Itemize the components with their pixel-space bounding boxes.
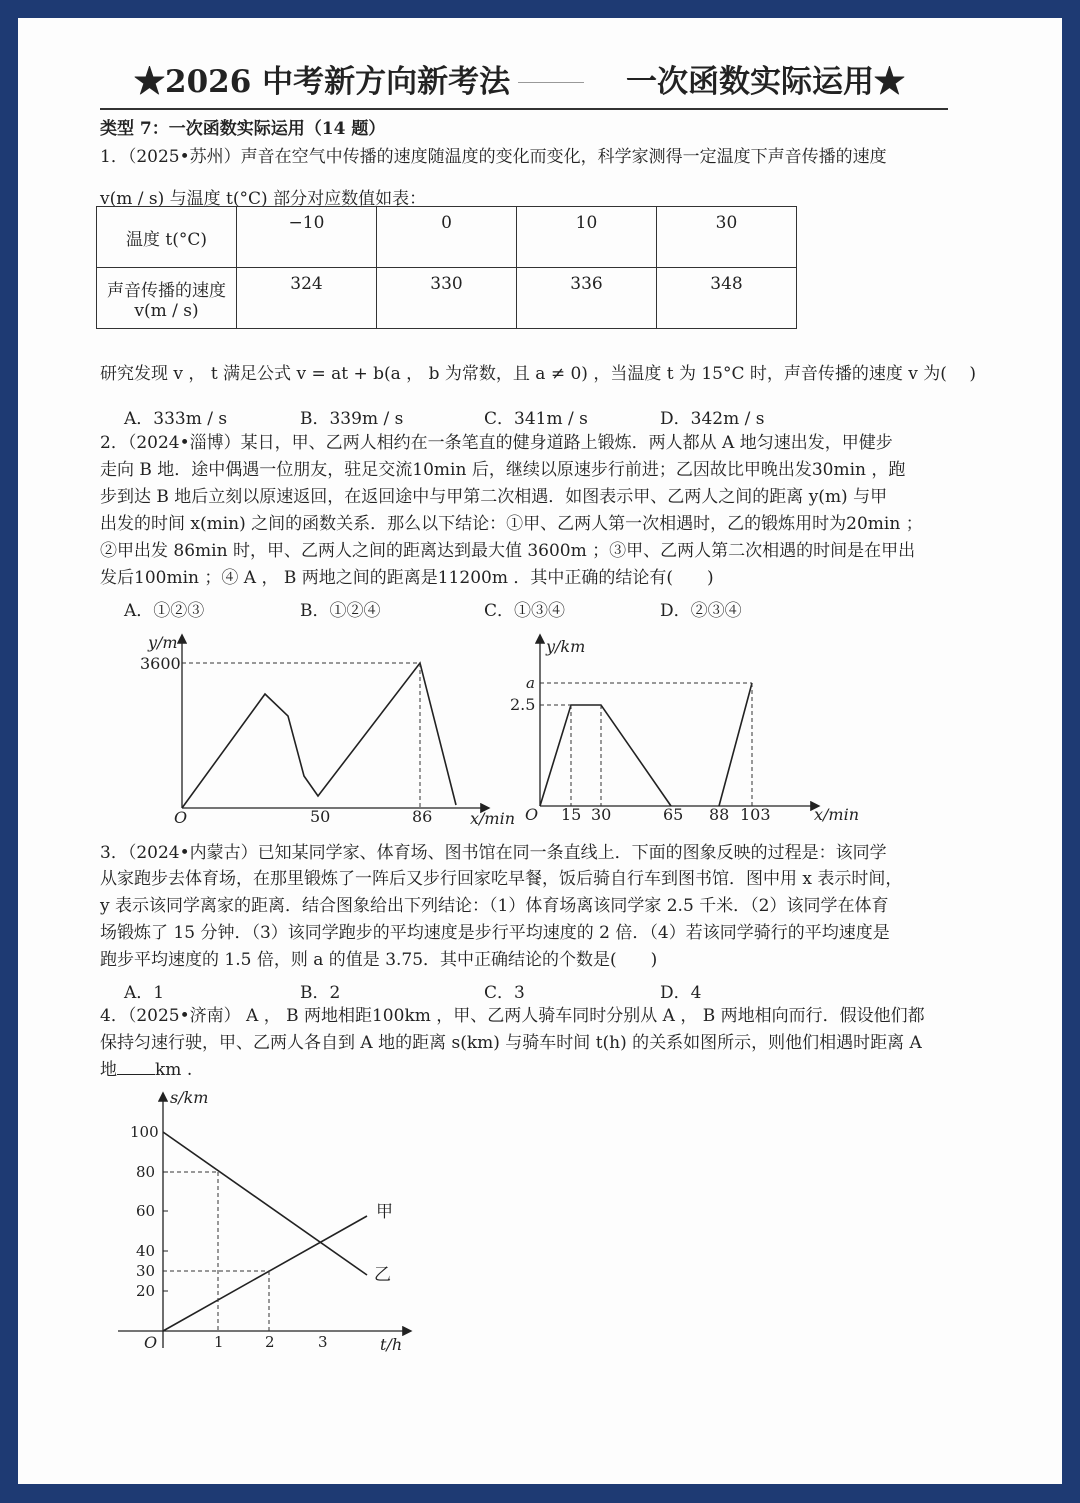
- q1-option-b: B．339m / s: [300, 409, 404, 429]
- q3-line3: y 表示该同学离家的距离．结合图象给出下列结论：（1）体育场离该同学家 2.5 千米．（2）该同学在体育: [100, 896, 889, 916]
- table-cell: 324: [237, 268, 377, 329]
- q2-line2: 走向 B 地．途中偶遇一位朋友，驻足交流10min 后，继续以原速步行前进；乙因故比甲晚出发30min ，跑: [100, 460, 906, 480]
- y-axis-label: y/km: [546, 637, 586, 656]
- y-tick-a: a: [526, 674, 535, 692]
- line-jia: [163, 1216, 367, 1331]
- x-tick-86: 86: [412, 807, 433, 826]
- q4-graph: [110, 1086, 430, 1358]
- table-header-speed-b: v(m / s): [134, 300, 199, 321]
- y-tick-20: 20: [136, 1282, 156, 1300]
- x-tick-15: 15: [561, 805, 582, 824]
- q1-line2: v(m / s) 与温度 t(°C) 部分对应数值如表：: [100, 189, 427, 209]
- title-left: ★2026 中考新方向新考法: [134, 64, 511, 100]
- y-tick-100: 100: [130, 1123, 159, 1141]
- q2-line6: 发后100min ；④ A ， B 两地之间的距离是11200m ．其中正确的结论有( ): [100, 568, 714, 588]
- q2-option-a: A．①②③: [124, 601, 205, 621]
- page-title: [100, 52, 948, 110]
- label-jia: 甲: [376, 1202, 393, 1222]
- y-tick-3600: 3600: [140, 654, 181, 673]
- section-heading: 类型 7：一次函数实际运用（14 题）: [100, 119, 386, 139]
- y-axis-label: s/km: [170, 1088, 209, 1107]
- origin-label: O: [144, 1333, 158, 1352]
- q3-option-b: B．2: [300, 983, 341, 1003]
- q1-line3: 研究发现 v ， t 满足公式 v = at + b(a ， b 为常数，且 a ≠ 0) ，当温度 t 为 15°C 时，声音传播的速度 v 为( ): [100, 364, 976, 384]
- answer-blank: [117, 1074, 155, 1075]
- y-tick-30: 30: [136, 1262, 156, 1280]
- trip-line: [540, 705, 671, 806]
- x-tick-1: 1: [214, 1333, 224, 1351]
- table-header-speed-a: 声音传播的速度: [107, 280, 226, 301]
- y-tick-2-5: 2.5: [510, 695, 536, 714]
- q4-line3: [100, 1057, 192, 1084]
- origin-label: O: [525, 805, 539, 824]
- x-tick-3: 3: [318, 1333, 328, 1351]
- q3-line5: 跑步平均速度的 1.5 倍，则 a 的值是 3.75．其中正确结论的个数是( ): [100, 950, 658, 970]
- x-tick-88: 88: [709, 805, 730, 824]
- table-cell: −10: [237, 207, 377, 268]
- q3-line4: 场锻炼了 15 分钟．（3）该同学跑步的平均速度是步行平均速度的 2 倍．（4）若该同学骑行的平均速度是: [100, 923, 890, 943]
- y-tick-60: 60: [136, 1202, 156, 1220]
- q2-line1: 2．（2024•淄博）某日，甲、乙两人相约在一条笔直的健身道路上锻炼．两人都从 A 地匀速出发，甲健步: [100, 433, 893, 453]
- q1-option-c: C．341m / s: [484, 409, 588, 429]
- q2-graph: [130, 628, 520, 833]
- q2-option-c: C．①③④: [484, 601, 566, 621]
- q4-line3-start: 地: [100, 1060, 117, 1080]
- label-yi: 乙: [374, 1265, 391, 1285]
- x-tick-30: 30: [591, 805, 612, 824]
- x-axis-label: x/min: [470, 809, 516, 828]
- q2-line4: 出发的时间 x(min) 之间的函数关系．那么以下结论：①甲、乙两人第一次相遇时，乙的锻炼用时为20min ；: [100, 514, 923, 534]
- title-right: 一次函数实际运用★: [626, 64, 905, 100]
- q3-line1: 3．（2024•内蒙古）已知某同学家、体育场、图书馆在同一条直线上．下面的图象反映的过程是：该同学: [100, 843, 887, 863]
- q2-option-d: D．②③④: [660, 601, 742, 621]
- q1-table: [96, 206, 797, 329]
- table-header-temp: 温度 t(°C): [97, 207, 237, 268]
- y-tick-80: 80: [136, 1163, 156, 1181]
- q2-line5: ②甲出发 86min 时，甲、乙两人之间的距离达到最大值 3600m ；③甲、乙两人第二次相遇的时间是在甲出: [100, 541, 916, 561]
- q3-option-c: C．3: [484, 983, 525, 1003]
- q3-line2: 从家跑步去体育场，在那里锻炼了一阵后又步行回家吃早餐，饭后骑自行车到图书馆．图中用 x 表示时间，: [100, 869, 903, 889]
- q4-line2: 保持匀速行驶，甲、乙两人各自到 A 地的距离 s(km) 与骑车时间 t(h) 的关系如图所示，则他们相遇时距离 A: [100, 1033, 922, 1053]
- origin-label: O: [174, 808, 188, 827]
- table-cell: 336: [517, 268, 657, 329]
- q4-line1: 4．（2025•济南） A ， B 两地相距100km ，甲、乙两人骑车同时分别从 A ， B 两地相向而行．假设他们都: [100, 1006, 925, 1026]
- x-tick-50: 50: [310, 807, 331, 826]
- x-tick-65: 65: [663, 805, 684, 824]
- q2-line3: 步到达 B 地后立刻以原速返回，在返回途中与甲第二次相遇．如图表示甲、乙两人之间的距离 y(m) 与甲: [100, 487, 888, 507]
- q1-option-a: A．333m / s: [124, 409, 228, 429]
- table-cell: 30: [657, 207, 797, 268]
- bike-line: [719, 683, 752, 806]
- title-divider: [518, 82, 584, 83]
- q3-graph: [500, 628, 880, 833]
- x-tick-103: 103: [740, 805, 771, 824]
- q3-option-d: D．4: [660, 983, 702, 1003]
- x-tick-2: 2: [265, 1333, 275, 1351]
- q2-option-b: B．①②④: [300, 601, 381, 621]
- q1-line1: 1．（2025•苏州）声音在空气中传播的速度随温度的变化而变化，科学家测得一定温度下声音传播的速度: [100, 147, 887, 167]
- table-cell: 330: [377, 268, 517, 329]
- distance-line: [182, 663, 456, 808]
- y-axis-label: y/m: [148, 633, 178, 652]
- table-cell: 348: [657, 268, 797, 329]
- q4-line3-end: km .: [155, 1060, 193, 1080]
- line-yi: [163, 1132, 367, 1275]
- table-cell: 0: [377, 207, 517, 268]
- table-cell: 10: [517, 207, 657, 268]
- x-axis-label: x/min: [814, 805, 860, 824]
- q1-option-d: D．342m / s: [660, 409, 765, 429]
- table-header-speed: [97, 268, 237, 329]
- q3-option-a: A．1: [124, 983, 165, 1003]
- x-axis-label: t/h: [380, 1335, 403, 1354]
- y-tick-40: 40: [136, 1242, 156, 1260]
